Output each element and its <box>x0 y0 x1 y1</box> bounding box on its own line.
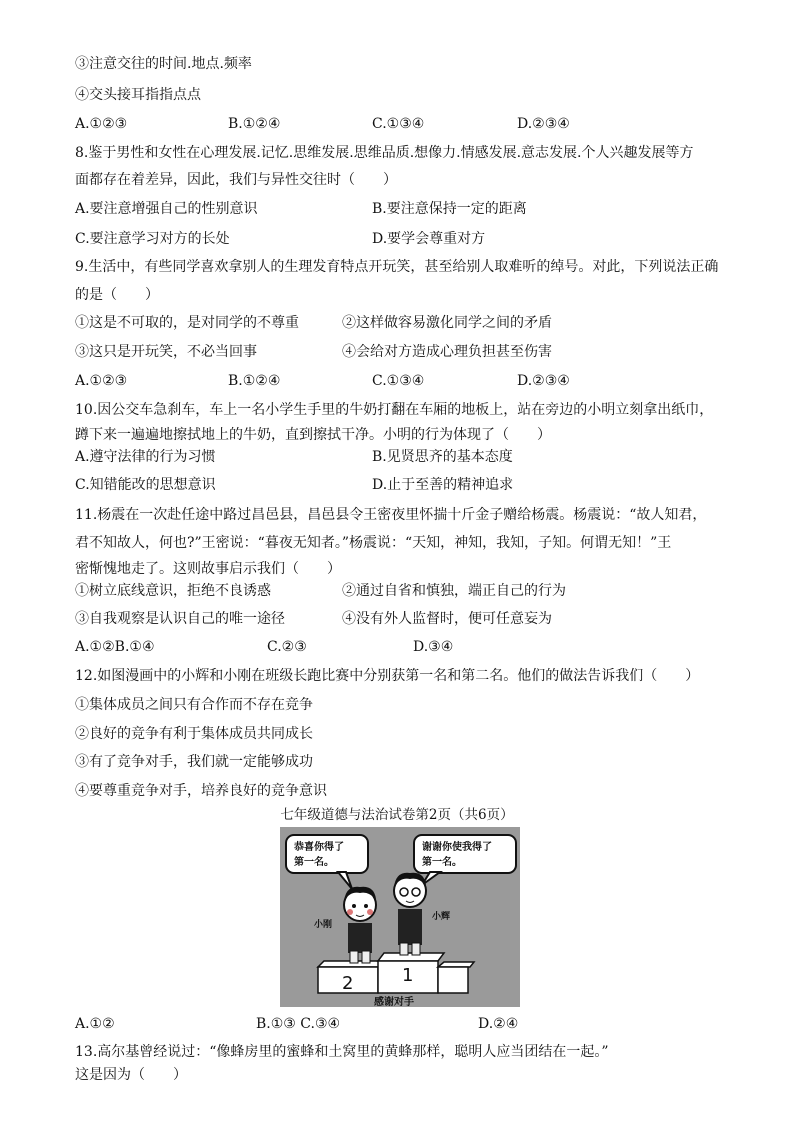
q12-item-1: ①集体成员之间只有合作而不存在竞争 <box>75 697 313 713</box>
q8-stem-line-2: 面都存在着差异，因此，我们与异性交往时（ ） <box>75 172 397 188</box>
q11-item-4: ④没有外人监督时，便可任意妄为 <box>342 611 552 627</box>
q11-option-ab: A.①②B.①④ <box>75 639 155 655</box>
cartoon-caption: 感谢对手 <box>374 997 414 1007</box>
speech-bubble-right <box>414 835 516 885</box>
bubble-right-line-1: 谢谢你使我得了 <box>422 842 492 853</box>
q7-item-3: ③注意交往的时间.地点.频率 <box>75 56 252 72</box>
podium-label-1: 1 <box>402 965 414 986</box>
bubble-left-line-1: 恭喜你得了 <box>294 842 344 853</box>
q7-item-4: ④交头接耳指指点点 <box>75 87 201 103</box>
q12-item-3: ③有了竞争对手，我们就一定能够成功 <box>75 754 313 770</box>
q8-option-b: B.要注意保持一定的距离 <box>372 201 527 217</box>
q8-option-d: D.要学会尊重对方 <box>372 231 486 247</box>
q10-stem-line-1: 10.因公交车急刹车，车上一名小学生手里的牛奶打翻在车厢的地板上，站在旁边的小明立刻拿出纸巾， <box>75 402 714 418</box>
q12-stem: 12.如图漫画中的小辉和小刚在班级长跑比赛中分别获第一名和第二名。他们的做法告诉我们（ ） <box>75 668 700 684</box>
q10-option-b: B.见贤思齐的基本态度 <box>372 449 513 465</box>
q7-option-b: B.①②④ <box>228 116 281 132</box>
page-footer: 七年级道德与法治试卷第2页（共6页） <box>280 807 514 823</box>
q9-option-c: C.①③④ <box>372 373 425 389</box>
name-xiaohui: 小辉 <box>432 912 451 922</box>
q11-item-3: ③自我观察是认识自己的唯一途径 <box>75 611 285 627</box>
q9-item-4: ④会给对方造成心理负担甚至伤害 <box>342 344 552 360</box>
cartoon-illustration <box>280 827 520 1007</box>
q7-option-a: A.①②③ <box>75 116 128 132</box>
q9-item-2: ②这样做容易激化同学之间的矛盾 <box>342 315 552 331</box>
q8-option-a: A.要注意增强自己的性别意识 <box>75 201 258 217</box>
q12-option-bc: B.①③ C.③④ <box>256 1016 341 1032</box>
q7-option-c: C.①③④ <box>372 116 425 132</box>
q11-stem-line-3: 密惭愧地走了。这则故事启示我们（ ） <box>75 561 341 577</box>
q9-stem-line-2: 的是（ ） <box>75 287 159 303</box>
q12-item-2: ②良好的竞争有利于集体成员共同成长 <box>75 726 313 742</box>
q12-option-a: A.①② <box>75 1016 115 1032</box>
q9-option-b: B.①②④ <box>228 373 281 389</box>
character-xiaohui <box>394 873 451 955</box>
bubble-left-line-2: 第一名。 <box>294 857 334 868</box>
q10-option-a: A.遵守法律的行为习惯 <box>75 449 216 465</box>
q8-stem-line-1: 8.鉴于男性和女性在心理发展.记忆.思维发展.思维品质.想像力.情感发展.意志发展.个人兴趣发展等方 <box>75 145 694 161</box>
q12-option-d: D.②④ <box>478 1016 519 1032</box>
podium-label-2: 2 <box>342 973 354 994</box>
q9-option-d: D.②③④ <box>517 373 570 389</box>
q13-stem-line-2: 这是因为（ ） <box>75 1067 187 1083</box>
name-xiaogang: 小刚 <box>314 920 333 930</box>
q9-item-3: ③这只是开玩笑，不必当回事 <box>75 344 257 360</box>
q10-stem-line-2: 蹲下来一遍遍地擦拭地上的牛奶，直到擦拭干净。小明的行为体现了（ ） <box>75 427 551 443</box>
bubble-right-line-2: 第一名。 <box>422 857 462 868</box>
character-xiaogang <box>314 887 376 963</box>
podium <box>318 953 474 994</box>
q11-option-c: C.②③ <box>267 639 307 655</box>
q13-stem-line-1: 13.高尔基曾经说过：“像蜂房里的蜜蜂和土窝里的黄蜂那样，聪明人应当团结在一起。” <box>75 1044 609 1060</box>
q11-item-2: ②通过自省和慎独，端正自己的行为 <box>342 583 566 599</box>
q11-stem-line-2: 君不知故人，何也?”王密说：“暮夜无知者。”杨震说：“天知，神知，我知，子知。何谓无知！”王 <box>75 535 672 551</box>
q11-item-1: ①树立底线意识，拒绝不良诱惑 <box>75 583 271 599</box>
q10-option-c: C.知错能改的思想意识 <box>75 477 216 493</box>
q9-option-a: A.①②③ <box>75 373 128 389</box>
speech-bubble-left <box>286 835 368 889</box>
q9-item-1: ①这是不可取的，是对同学的不尊重 <box>75 315 299 331</box>
q9-stem-line-1: 9.生活中，有些同学喜欢拿别人的生理发育特点开玩笑，甚至给别人取难听的绰号。对此，下列说法正确 <box>75 259 719 275</box>
q12-item-4: ④要尊重竞争对手，培养良好的竞争意识 <box>75 783 327 799</box>
q8-option-c: C.要注意学习对方的长处 <box>75 231 230 247</box>
q7-option-d: D.②③④ <box>517 116 570 132</box>
q11-stem-line-1: 11.杨震在一次赴任途中路过昌邑县，昌邑县令王密夜里怀揣十斤金子赠给杨震。杨震说：“故人知君， <box>75 507 707 523</box>
q11-option-d: D.③④ <box>413 639 454 655</box>
q10-option-d: D.止于至善的精神追求 <box>372 477 514 493</box>
